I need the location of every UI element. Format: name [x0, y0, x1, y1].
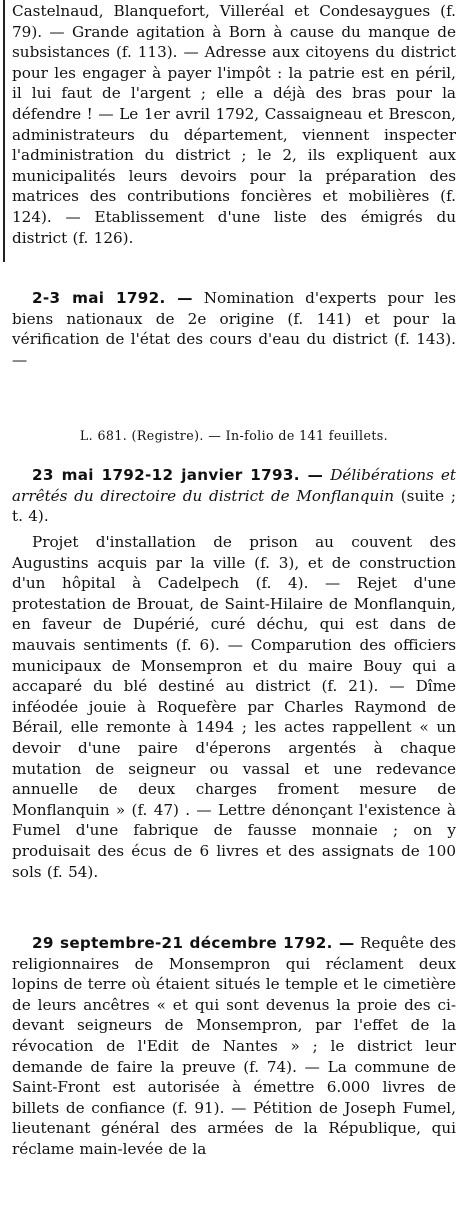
margin-rule: [3, 0, 5, 262]
entry-date: 23 mai 1792-12 janvier 1793. —: [32, 466, 324, 484]
entry-text: Requête des religionnaires de Monsempron qui réclament deux lopins de terre où étaient situés le temple et le cimetière de leurs ancêtres « et qui sont devenus la proie des ci-devant seigneurs de Monsempron, par l'effet de la révocation de l'Edit de Nantes » ; le district leur demande de faire la preuve (f. 74). — La commune de Saint-Front est autorisée à émettre 6.000 livres de billets de confiance (f. 91). — Pétition de Joseph Fumel, lieutenant général des armées de la République, qui réclame main-levée de la: [12, 934, 457, 1158]
paragraph-continued: Castelnaud, Blanquefort, Villeréal et Condesaygues (f. 79). — Grande agitation à Born à cause du manque de subsistances (f. 113). — Adresse aux citoyens du district pour les engager à payer l'impôt : la patrie est en péril, il lui faut de l'argent ; elle a déjà des bras pour la défendre ! — Le 1er avril 1792, Cassaigneau et Brescon, administrateurs du département, viennent inspecter l'administration du district ; le 2, ils expliquent aux municipalités leurs devoirs pour la préparation des matrices des contributions foncières et mobilières (f. 124). — Etablissement d'une liste des émigrés du district (f. 126).: [12, 2, 456, 247]
entry-23-mai-1792: [12, 465, 456, 527]
entry-text: Nomination d'experts pour les biens nationaux de 2e origine (f. 141) et pour la vérification de l'état des cours d'eau du district (f. 143). —: [12, 289, 456, 369]
entry-date: 2-3 mai 1792. —: [32, 289, 193, 307]
entry-date: 29 septembre-21 décembre 1792. —: [32, 934, 355, 952]
entry-body: Projet d'installation de prison au couvent des Augustins acquis par la ville (f. 3), et de construction d'un hôpital à Cadelpech (f. 4). — Rejet d'une protestation de Brouat, de Saint-Hilaire de Monflanquin, en faveur de Dupérié, curé déchu, qui est dans de mauvais sentiments (f. 6). — Comparution des officiers municipaux de Monsempron et du maire Bouy qui a accaparé du blé destiné au district (f. 21). — Dîme inféodée jouie à Roquefère par Charles Raymond de Bérail, elle remonte à 1494 ; les actes rappellent « un devoir d'une paire d'éperons argentés à chaque mutation de seigneur ou vassal et une redevance annuelle de deux charges froment mesure de Monflanquin » (f. 47) . — Lettre dénonçant l'existence à Fumel d'une fabrique de fausse monnaie ; on y produisait des écus de 6 livres et des assignats de 100 sols (f. 54).: [12, 533, 456, 881]
entry-2-3-mai-1792: [12, 288, 456, 370]
register-heading: L. 681. (Registre). — In-folio de 141 feuillets.: [79, 428, 389, 443]
entry-title: Délibérations et arrêtés du directoire du district de Monflanquin: [12, 466, 456, 505]
entry-suffix: (suite ; t. 4).: [12, 486, 457, 526]
entry-29-septembre-1792: [12, 933, 456, 1160]
